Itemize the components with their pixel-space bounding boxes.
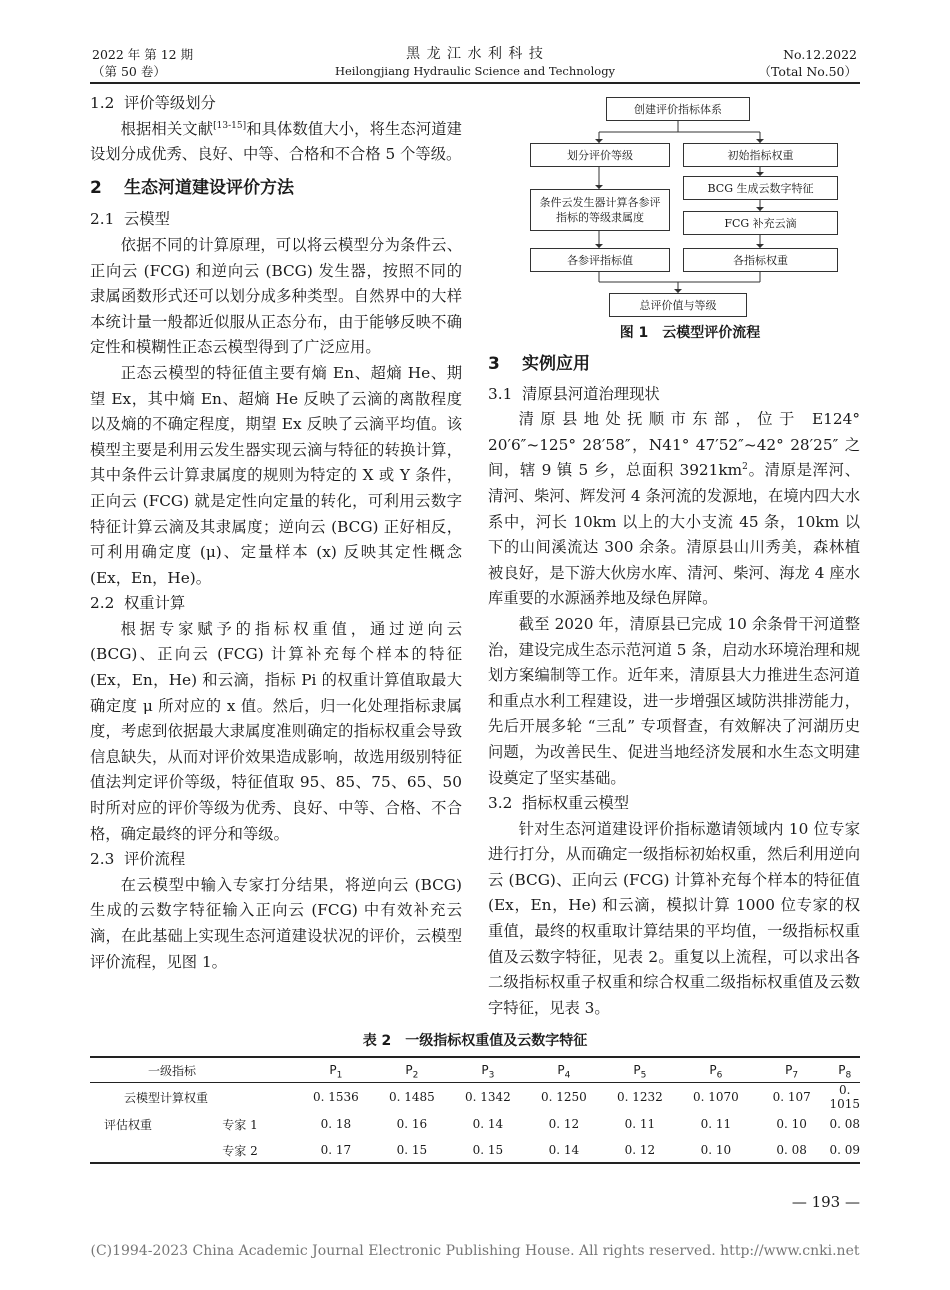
- paragraph-cloud-model: 依据不同的计算原理，可以将云模型分为条件云、正向云 (FCG) 和逆向云 (BCG) 发生器，按照不同的隶属函数形式还可以划分成多种类型。自然界中的大样本统计量一般都近似服从正态分布，由于能够反映不确定性和模糊性正态云模型得到了广泛应用。: [90, 235, 462, 357]
- col-prefix: P: [481, 1063, 489, 1077]
- paragraph-location-rest: 。清原是浑河、清河、柴河、辉发河 4 条河流的发源地，在境内四大水系中，河长 10km 以上的大小支流 45 条，10km 以下的山间溪流达 300 余条。清原县山川秀美，森林植被良好，是下游大伙房水库、清河、柴河、海龙 4 座水库重要的水源涵养地及绿色屏障。: [488, 461, 860, 608]
- table-cell: 0. 1015: [829, 1083, 860, 1111]
- table-col-p2: [374, 1057, 450, 1083]
- section-3-1-title: 清原县河道治理现状: [522, 384, 660, 403]
- table-row: [90, 1111, 860, 1137]
- table-cell: 0. 1536: [312, 1090, 359, 1104]
- area-superscript: 2: [742, 462, 748, 473]
- section-2-title: 生态河道建设评价方法: [124, 177, 294, 198]
- figure-1-flowchart: [520, 94, 860, 344]
- figure-1-caption: 图 1 云模型评价流程: [619, 325, 761, 341]
- table-cell: 0. 10: [776, 1117, 807, 1131]
- section-2-2-number: 2.2: [90, 594, 115, 613]
- table-cell: 0. 1232: [616, 1090, 663, 1104]
- section-2-2-heading: [90, 591, 462, 617]
- paragraph-normal-cloud: 正态云模型的特征值主要有熵 En、超熵 He、期望 Ex，其中熵 En、超熵 He 反映了云滴的离散程度以及熵的不确定程度，期望 Ex 反映了云滴平均值。该模型主要是利用云发生器实现云滴与特征的转换计算，其中条件云计算隶属度的规则为特定的 X 或 Y 条件，正向云 (FCG) 就是定性向定量的转化，可利用云数字特征计算云滴及其隶属度；逆向云 (BCG) 正好相反，可利用确定度 (μ)、定量样本 (x) 反映其定性概念 (Ex，En，He)。: [90, 363, 462, 587]
- section-2-number: 2: [90, 177, 102, 198]
- table-cell: 0. 10: [700, 1143, 732, 1157]
- section-2-3-heading: [90, 847, 462, 873]
- paragraph-qingyuan-location: [488, 407, 860, 612]
- table-col-p7: [754, 1057, 830, 1083]
- section-1-2-heading: [90, 91, 462, 117]
- left-column: [90, 91, 462, 975]
- header-journal: [300, 46, 650, 80]
- paragraph-grading-rest: 和具体数值大小，将生态河道建设划分成优秀、良好、中等、合格和不合格 5 个等级。: [90, 119, 462, 164]
- table-col-p6: [678, 1057, 754, 1083]
- section-2-3-number: 2.3: [90, 850, 115, 869]
- section-3-1-heading: [488, 382, 860, 408]
- section-3-2-heading: [488, 791, 860, 817]
- table-cell: 0. 1485: [388, 1090, 435, 1104]
- paragraph-grading-text: 根据相关文献: [120, 119, 214, 138]
- table-cell: 0. 12: [548, 1117, 580, 1131]
- paragraph-location-text: 清原县地处抚顺市东部，位于 E124° 20′6″~125° 28′58″，N41° 47′52″~42° 28′25″ 之间，辖 9 镇 5 乡，总面积 3921km: [488, 410, 860, 480]
- header-journal-cn: 黑 龙 江 水 利 科 技: [406, 46, 544, 62]
- table-cell: 0. 09: [829, 1143, 860, 1157]
- col-prefix: P: [709, 1063, 717, 1077]
- table-cell: 0. 14: [548, 1143, 580, 1157]
- section-3-title: 实例应用: [522, 354, 590, 374]
- table-cell: 0. 12: [624, 1143, 656, 1157]
- section-3-heading: [488, 352, 860, 378]
- col-subscript: 6: [716, 1070, 723, 1081]
- col-subscript: 5: [640, 1070, 647, 1081]
- section-3-1-number: 3.1: [488, 384, 513, 403]
- section-1-2-number: 1.2: [90, 94, 115, 112]
- flow-box-grade-division: 划分评价等级: [530, 143, 670, 167]
- table-cell: 0. 18: [320, 1117, 352, 1131]
- col-subscript: 7: [792, 1070, 799, 1081]
- header-issue-no: No.12.2022: [783, 47, 857, 62]
- row-group-label: 评估权重: [104, 1117, 153, 1132]
- header-journal-en: Heilongjiang Hydraulic Science and Technology: [334, 64, 616, 78]
- table-cell: 0. 1070: [692, 1090, 739, 1104]
- col-prefix: P: [329, 1063, 337, 1077]
- right-column: [488, 352, 860, 1021]
- section-2-3-title: 评价流程: [124, 850, 186, 869]
- table-cell: 0. 17: [320, 1143, 352, 1157]
- flow-box-total-evaluation: 总评价值与等级: [609, 293, 747, 317]
- table-row: [90, 1137, 860, 1163]
- section-3-2-number: 3.2: [488, 794, 513, 813]
- table-cell: 0. 11: [624, 1117, 656, 1131]
- table-cell: 0. 15: [396, 1143, 428, 1157]
- flow-box-index-values: 各参评指标值: [530, 248, 670, 272]
- citation-13-15: [13-15]: [213, 120, 247, 131]
- col-prefix: P: [633, 1063, 641, 1077]
- paragraph-weight-cloud: 针对生态河道建设评价指标邀请领域内 10 位专家进行打分，从而确定一级指标初始权重，然后利用逆向云 (BCG)、正向云 (FCG) 计算补充每个样本的特征值 (Ex，En，He) 和云滴，模拟计算 1000 位专家的权重值，最终的权重取计算结果的平均值，一级指标权重值及云数字特征，见表 2。重复以上流程，可以求出各二级指标权重子权重和综合权重二级指标权重值及云数字特征，见表 3。: [488, 819, 860, 1017]
- col-prefix: P: [557, 1063, 565, 1077]
- section-3-2-title: 指标权重云模型: [522, 794, 630, 813]
- col-subscript: 4: [564, 1070, 571, 1081]
- paragraph-weight-calc: 根据专家赋予的指标权重值，通过逆向云 (BCG)、正向云 (FCG) 计算补充每个样本的特征 (Ex，En，He) 和云滴，指标 Pi 的权重计算值取最大确定度 μ 所对应的 x 值。然后，归一化处理指标隶属度，考虑到依据最大隶属度准则确定的指标权重会导致信息缺失，从而对评价效果造成影响，故选用级别特征值法判定评价等级，特征值取 95、85、75、65、50 时所对应的评价等级为优秀、良好、中等、合格、不合格，确定最终的评分和等级。: [90, 619, 462, 843]
- paragraph-eval-flow: 在云模型中输入专家打分结果，将逆向云 (BCG) 生成的云数字特征输入正向云 (FCG) 中有效补充云滴，在此基础上实现生态河道建设状况的评价，云模型评价流程，见图 1。: [90, 875, 462, 971]
- section-1-2-title: 评价等级划分: [124, 94, 216, 112]
- flow-box-conditional-cloud: 条件云发生器计算各参评指标的等级隶属度: [530, 189, 670, 231]
- table-cell: 0. 08: [829, 1117, 860, 1131]
- col-prefix: P: [785, 1063, 793, 1077]
- table-header-row: [90, 1057, 860, 1083]
- col-subscript: 1: [336, 1070, 343, 1081]
- col-prefix: P: [405, 1063, 413, 1077]
- header-issue: [92, 46, 193, 80]
- header-volume: （第 50 卷）: [92, 64, 166, 79]
- table-cell: 0. 1342: [464, 1090, 511, 1104]
- table-cell: 0. 107: [772, 1090, 811, 1104]
- header-rule: [90, 82, 860, 84]
- table-col-p3: [450, 1057, 526, 1083]
- flow-box-fcg: FCG 补充云滴: [683, 211, 838, 235]
- table-2-caption: 表 2 一级指标权重值及云数字特征: [362, 1033, 588, 1049]
- row-expert-2-label: 专家 2: [222, 1143, 258, 1158]
- table-col-p8: [829, 1057, 860, 1083]
- table-header-label: 一级指标: [148, 1063, 197, 1078]
- copyright-notice: (C)1994-2023 China Academic Journal Electronic Publishing House. All rights reserved. http://www.cnki.net: [90, 1243, 860, 1259]
- table-cell: 0. 14: [472, 1117, 504, 1131]
- flow-box-index-weights: 各指标权重: [683, 248, 838, 272]
- table-2: [90, 1057, 860, 1163]
- header-year-issue: 2022 年 第 12 期: [92, 47, 194, 62]
- flow-box-initial-weight: 初始指标权重: [683, 143, 838, 167]
- table-col-p4: [526, 1057, 602, 1083]
- section-2-heading: [90, 176, 462, 202]
- table-row: [90, 1083, 860, 1111]
- table-col-p1: [298, 1057, 374, 1083]
- section-3-number: 3: [488, 354, 500, 374]
- page-number: — 193 —: [791, 1193, 860, 1211]
- col-subscript: 2: [412, 1070, 419, 1081]
- table-cell: 0. 15: [472, 1143, 504, 1157]
- section-2-1-heading: [90, 207, 462, 233]
- table-cell: 0. 11: [700, 1117, 732, 1131]
- row-model-label: 云模型计算权重: [124, 1090, 209, 1105]
- col-subscript: 8: [845, 1070, 852, 1081]
- paragraph-grading: [90, 117, 462, 168]
- paragraph-river-governance: 截至 2020 年，清原县已完成 10 余条骨干河道整治，建设完成生态示范河道 5 条，启动水环境治理和规划方案编制等工作。近年来，清原县大力推进生态河道和重点水利工程建设，进一步增强区域防洪排涝能力，先后开展多轮 “三乱” 专项督查，有效解决了河湖历史问题，为改善民生、促进当地经济发展和水生态文明建设奠定了坚实基础。: [488, 614, 860, 787]
- section-2-1-number: 2.1: [90, 210, 115, 229]
- header-total-no: （Total No.50）: [758, 64, 857, 79]
- table-cell: 0. 16: [396, 1117, 428, 1131]
- table-cell: 0. 08: [776, 1143, 807, 1157]
- col-subscript: 3: [488, 1070, 495, 1081]
- row-expert-1-label: 专家 1: [222, 1117, 258, 1132]
- header-number: [759, 46, 857, 80]
- table-cell: 0. 1250: [540, 1090, 587, 1104]
- flow-box-bcg: BCG 生成云数字特征: [683, 176, 838, 200]
- flow-box-create-index: 创建评价指标体系: [606, 97, 750, 121]
- section-2-1-title: 云模型: [124, 210, 170, 229]
- table-col-p5: [602, 1057, 678, 1083]
- section-2-2-title: 权重计算: [124, 594, 186, 613]
- col-prefix: P: [838, 1063, 846, 1077]
